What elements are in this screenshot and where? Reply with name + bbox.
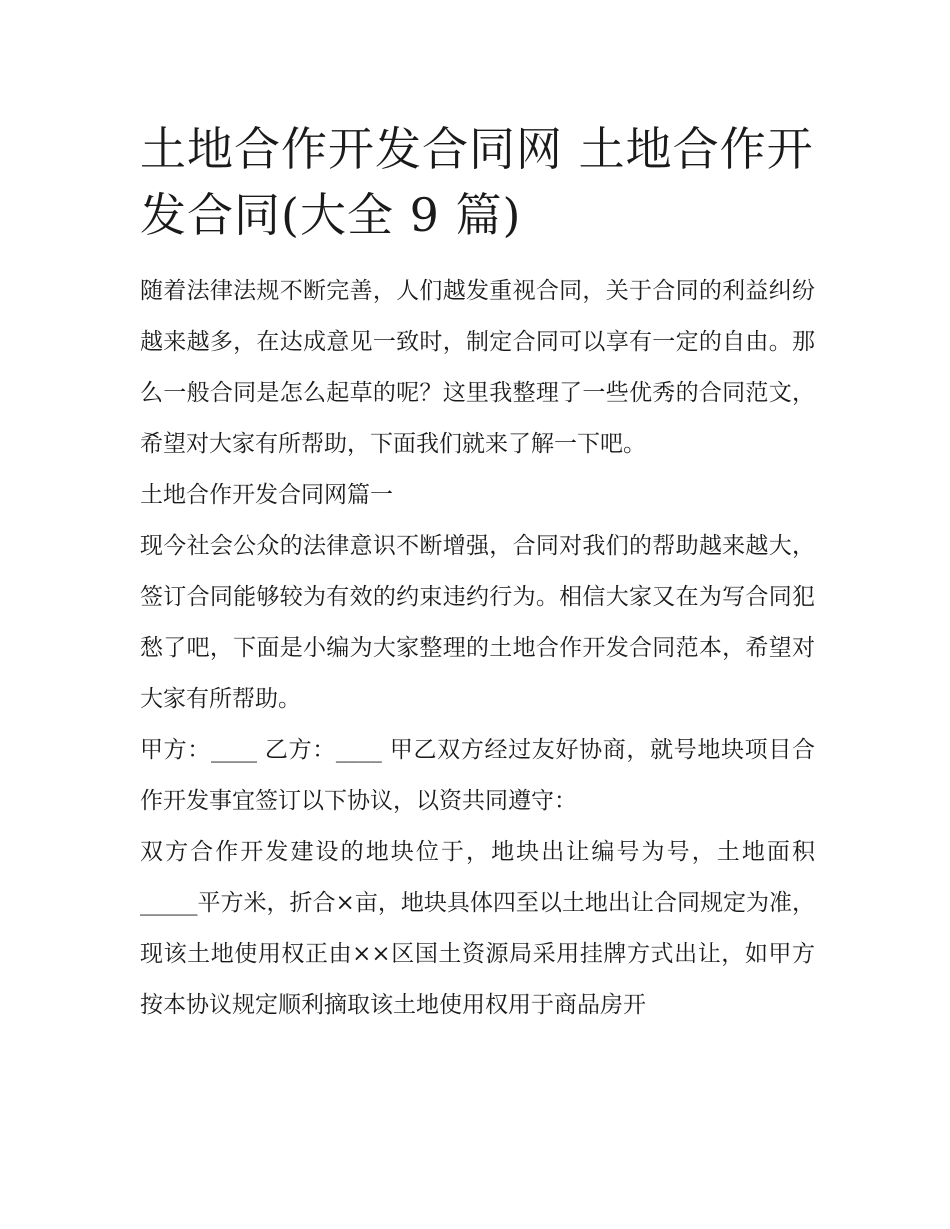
document-title: 土地合作开发合同网 土地合作开发合同(大全 9 篇) (140, 122, 814, 242)
intro-paragraph: 随着法律法规不断完善，人们越发重视合同，关于合同的利益纠纷越来越多，在达成意见一致时，制定合同可以享有一定的自由。那么一般合同是怎么起草的呢？这里我整理了一些优秀的合同范文，希望对大家有所帮助，下面我们就来了解一下吧。 (140, 278, 815, 457)
section-heading: 土地合作开发合同网篇一 (140, 482, 393, 508)
document-body (140, 116, 815, 1031)
land-paragraph: 双方合作开发建设的地块位于，地块出让编号为号，土地面积_____平方米，折合×亩，地块具体四至以土地出让合同规定为准，现该土地使用权正由××区国土资源局采用挂牌方式出让，如甲方按本协议规定顺利摘取该土地使用权用于商品房开 (140, 839, 815, 1018)
parties-paragraph: 甲方：____ 乙方：____ 甲乙双方经过友好协商，就号地块项目合作开发事宜签订以下协议，以资共同遵守： (140, 737, 815, 814)
body-paragraph: 现今社会公众的法律意识不断增强，合同对我们的帮助越来越大，签订合同能够较为有效的约束违约行为。相信大家又在为写合同犯愁了吧，下面是小编为大家整理的土地合作开发合同范本，希望对大家有所帮助。 (140, 533, 815, 712)
